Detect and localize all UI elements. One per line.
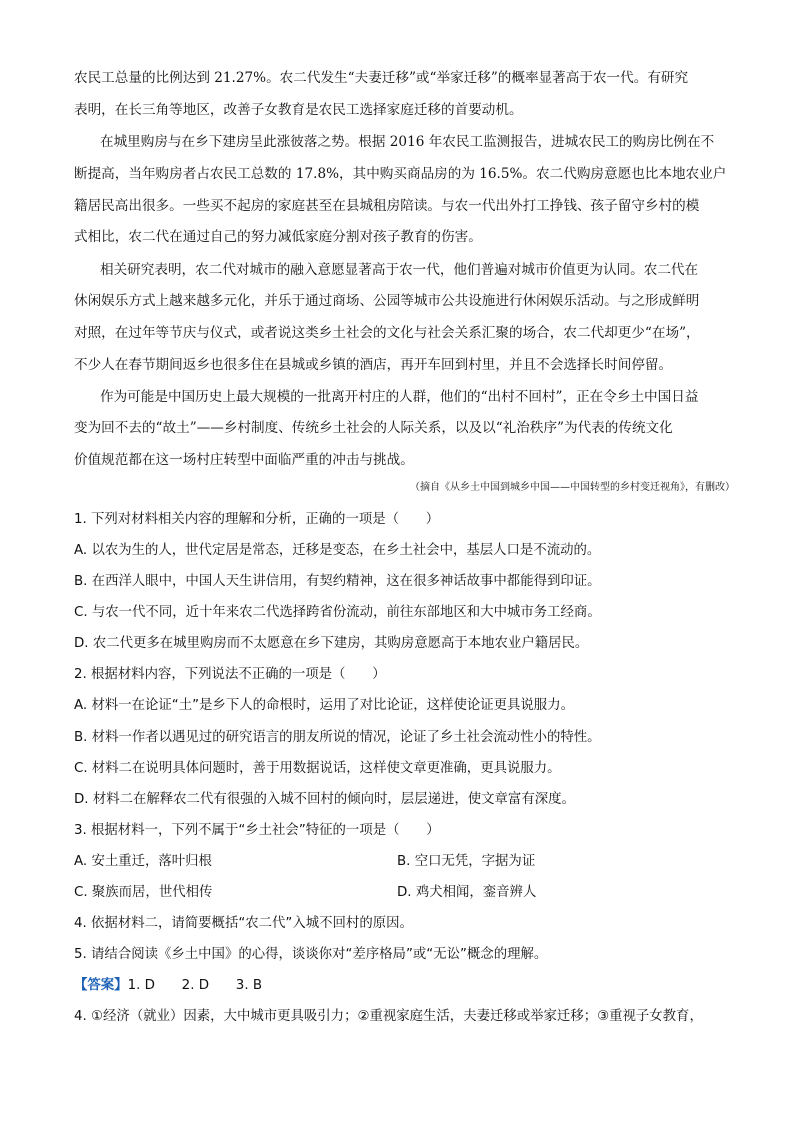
question-3-option-a: A. 安土重迁，落叶归根: [74, 854, 212, 869]
question-1-option-d: D. 农二代更多在城里购房而不太愿意在乡下建房，其购房意愿高于本地农业户籍居民。: [74, 636, 589, 651]
passage-line: 价值规范都在这一场村庄转型中面临严重的冲击与挑战。: [74, 452, 414, 468]
passage-line: 不少人在春节期间返乡也很多住在县城或乡镇的酒店，再开车回到村里，并且不会选择长时间停留。: [74, 357, 673, 373]
passage-line: 作为可能是中国历史上最大规模的一批离开村庄的人群，他们的“出村不回村”，正在令乡土中国日益: [100, 389, 699, 405]
passage-line: 断提高，当年购房者占农民工总数的 17.8%，其中购买商品房的为 16.5%。农二代购房意愿也比本地农业户: [74, 166, 727, 182]
question-3-option-b: B. 空口无凭，字据为证: [397, 854, 536, 869]
passage-line: 表明，在长三角等地区，改善子女教育是农民工选择家庭迁移的首要动机。: [74, 102, 523, 118]
passage-line: 式相比，农二代在通过自己的努力减低家庭分割对孩子教育的伤害。: [74, 229, 482, 245]
question-2-option-d: D. 材料二在解释农二代有很强的入城不回村的倾向时，层层递进，使文章富有深度。: [74, 792, 575, 807]
passage-line: 变为回不去的“故土”——乡村制度、传统乡土社会的人际关系，以及以“礼治秩序”为代表的传统文化: [74, 420, 673, 436]
question-1-stem: 1. 下列对材料相关内容的理解和分析，正确的一项是（ ）: [74, 512, 440, 527]
answer-line: [74, 974, 262, 993]
question-3-stem: 3. 根据材料一，下列不属于“乡土社会”特征的一项是（ ）: [74, 823, 440, 838]
question-5-stem: 5. 请结合阅读《乡土中国》的心得，谈谈你对“差序格局”或“无讼”概念的理解。: [74, 947, 548, 962]
passage-line: 休闲娱乐方式上越来越多元化，并乐于通过商场、公园等城市公共设施进行休闲娱乐活动。与之形成鲜明: [74, 293, 700, 309]
answer-choices: 1. D 2. D 3. B: [127, 978, 263, 993]
question-2-option-c: C. 材料二在说明具体问题时，善于用数据说话，这样使文章更准确，更具说服力。: [74, 761, 561, 776]
passage-line: 农民工总量的比例达到 21.27%。农二代发生“夫妻迁移”或“举家迁移”的概率显著高于农一代。有研究: [74, 70, 689, 86]
question-1-option-c: C. 与农一代不同，近十年来农二代选择跨省份流动，前往东部地区和大中城市务工经商。: [74, 605, 601, 620]
question-2-option-b: B. 材料一作者以遇见过的研究语言的朋友所说的情况，论证了乡土社会流动性小的特性。: [74, 730, 601, 745]
answer-q4-line: 4. ①经济（就业）因素，大中城市更具吸引力；②重视家庭生活，夫妻迁移或举家迁移；③重视子女教育，: [74, 1009, 703, 1024]
question-1-option-b: B. 在西洋人眼中，中国人天生讲信用，有契约精神，这在很多神话故事中都能得到印证。: [74, 574, 601, 589]
question-4-stem: 4. 依据材料二，请简要概括“农二代”入城不回村的原因。: [74, 916, 413, 931]
passage-line: 对照，在过年等节庆与仪式，或者说这类乡土社会的文化与社会关系汇聚的场合，农二代却更少“在场”，: [74, 325, 700, 341]
question-3-option-d: D. 鸡犬相闻，銮音辨人: [397, 885, 537, 900]
question-2-option-a: A. 材料一在论证“土”是乡下人的命根时，运用了对比论证，这样使论证更具说服力。: [74, 698, 574, 713]
passage-source: （摘自《从乡土中国到城乡中国——中国转型的乡村变迁视角》，有删改）: [410, 482, 735, 493]
passage-line: 相关研究表明，农二代对城市的融入意愿显著高于农一代，他们普遍对城市价值更为认同。农二代在: [100, 262, 699, 278]
passage-line: 在城里购房与在乡下建房呈此涨彼落之势。根据 2016 年农民工监测报告，进城农民工的购房比例在不: [100, 134, 715, 150]
question-2-stem: 2. 根据材料内容，下列说法不正确的一项是（ ）: [74, 667, 386, 682]
answer-label: 【答案】: [74, 978, 128, 993]
question-3-option-c: C. 聚族而居，世代相传: [74, 885, 213, 900]
passage-line: 籍居民高出很多。一些买不起房的家庭甚至在县城租房陪读。与农一代出外打工挣钱、孩子留守乡村的模: [74, 198, 700, 214]
question-1-option-a: A. 以农为生的人，世代定居是常态，迁移是变态，在乡土社会中，基层人口是不流动的。: [74, 543, 601, 558]
